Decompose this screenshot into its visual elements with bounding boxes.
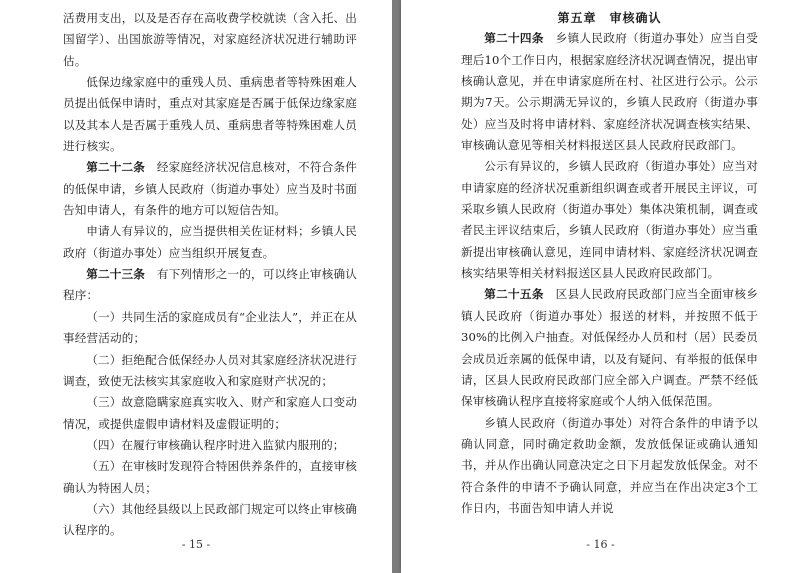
chapter-title: 第五章 审核确认 xyxy=(557,11,662,25)
paragraph xyxy=(461,413,758,520)
paragraph-text: 有下列情形之一的，可以终止审核确认程序： xyxy=(63,267,357,303)
paragraph-text: 乡镇人民政府（街道办事处）对符合条件的申请予以确认同意，同时确定救助金额，发放低保证或确认通知书，并从作出确认同意决定之日下月起发放低保金。对不符合条件的申请不予确认同意，并应当在作出决定3个工作日内，书面告知申请人并说 xyxy=(461,415,758,515)
paragraph xyxy=(63,456,357,499)
page-number: - 15 - xyxy=(181,538,211,551)
paragraph-text: （五）在审核时发现符合特困供养条件的，直接审核确认为特困人员； xyxy=(63,459,357,495)
paragraph xyxy=(63,72,357,157)
article-paragraph xyxy=(63,157,357,221)
paragraph-text: 经家庭经济状况信息核对，不符合条件的低保申请，乡镇人民政府（街道办事处）应当及时书面告知申请人，有条件的地方可以短信告知。 xyxy=(63,160,357,218)
paragraph-text: （四）在履行审核确认程序时进入监狱内服刑的； xyxy=(86,437,345,452)
article-paragraph xyxy=(461,284,758,412)
paragraph-text: 公示有异议的，乡镇人民政府（街道办事处）应当对申请家庭的经济状况重新组织调查或者开展民主评议，可采取乡镇人民政府（街道办事处）集体决策机制，调查或者民主评议结束后，乡镇人民政府（街道办事处）应当重新提出审核确认意见，连同申请材料、家庭经济状况调查核实结果等相关材料报送区县人民政府民政部门。 xyxy=(461,159,758,281)
article-number: 第二十二条 xyxy=(86,160,146,175)
paragraph xyxy=(63,8,357,72)
paragraph-text: 申请人有异议的，应当提供相关佐证材料；乡镇人民政府（街道办事处）应当组织开展复查。 xyxy=(63,224,357,260)
paragraph xyxy=(63,392,357,435)
paragraph xyxy=(63,350,357,393)
paragraph xyxy=(63,435,357,456)
page-gap xyxy=(392,0,401,573)
article-paragraph xyxy=(63,264,357,307)
article-number: 第二十四条 xyxy=(484,31,544,46)
page-number: - 16 - xyxy=(586,538,615,551)
document-page-left xyxy=(0,0,392,573)
paragraph-text: 区县人民政府民政部门应当全面审核乡镇人民政府（街道办事处）报送的材料，并按照不低于30%的比例入户抽查。对低保经办人员和村（居）民委员会成员近亲属的低保申请，以及有疑问、有举报的低保申请，区县人民政府民政部门应全部入户调查。严禁不经低保审核确认程序直接将家庭或个人纳入低保范围。 xyxy=(461,287,758,409)
paragraph xyxy=(63,307,357,350)
paragraph-text: （六）其他经县级以上民政部门规定可以终止审核确认程序的。 xyxy=(63,501,357,538)
document-page-right xyxy=(401,0,800,573)
paragraph xyxy=(63,221,357,264)
paragraph-text: （一）共同生活的家庭成员有“企业法人”，并正在从事经营活动的； xyxy=(63,309,357,346)
paragraph-text: 低保边缘家庭中的重残人员、重病患者等特殊困难人员提出低保申请时，重点对其家庭是否属于低保边缘家庭以及其本人是否属于重残人员、重病患者等特殊困难人员进行核实。 xyxy=(63,75,357,154)
article-number: 第二十三条 xyxy=(86,267,146,282)
article-paragraph xyxy=(461,28,758,156)
paragraph-text: （三）故意隐瞒家庭真实收入、财产和家庭人口变动情况，或提供虚假申请材料及虚假证明的； xyxy=(63,395,357,431)
page-text-body xyxy=(461,8,758,519)
page-text-body xyxy=(63,8,357,542)
paragraph-text: 乡镇人民政府（街道办事处）应当自受理后10个工作日内，根据家庭经济状况调查情况，提出审核确认意见，并在申请家庭所在村、社区进行公示。公示期为7天。公示期满无异议的，乡镇人民政府（街道办事处）应当及时将申请材料、家庭经济状况调查核实结果、审核确认意见等相关材料报送区县人民政府民政部门。 xyxy=(461,31,758,153)
paragraph-text: （二）拒绝配合低保经办人员对其家庭经济状况进行调查，致使无法核实其家庭收入和家庭财产状况的； xyxy=(63,352,357,388)
paragraph xyxy=(63,499,357,542)
paragraph-text: 活费用支出，以及是否存在高收费学校就读（含入托、出国留学）、出国旅游等情况，对家庭经济状况进行辅助评估。 xyxy=(63,11,357,68)
paragraph xyxy=(461,156,758,284)
article-number: 第二十五条 xyxy=(484,287,544,302)
